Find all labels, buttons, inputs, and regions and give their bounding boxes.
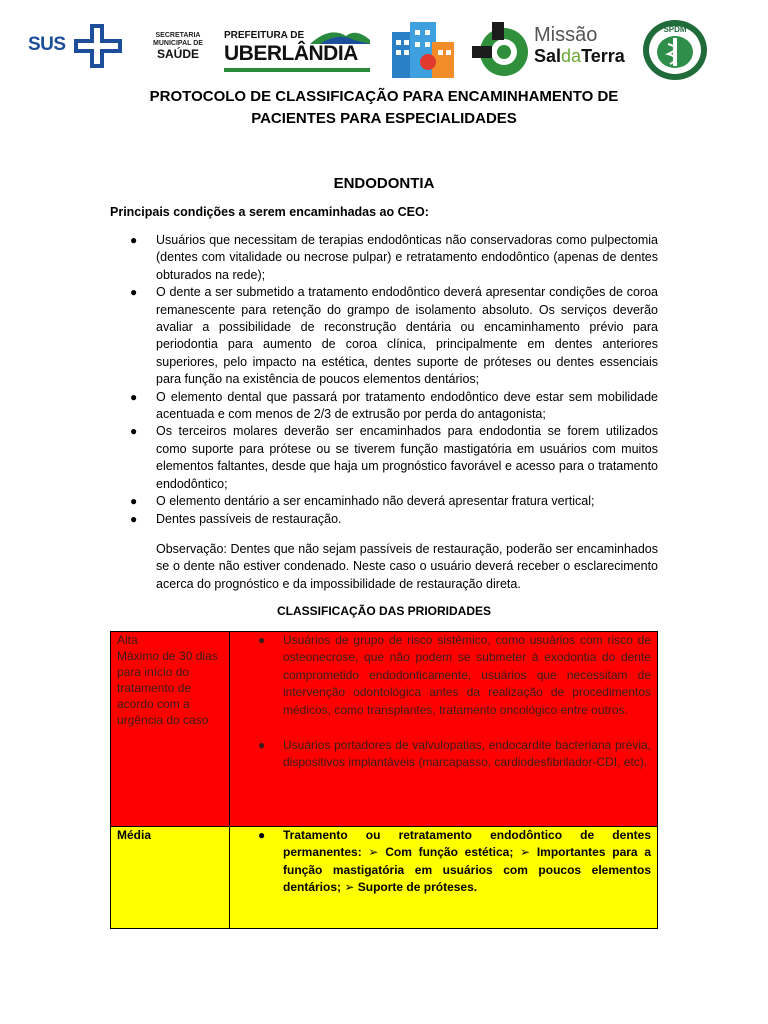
list-item xyxy=(110,423,658,493)
conditions-list xyxy=(110,232,658,528)
bullet-icon: ● xyxy=(258,828,266,842)
bullet-icon: ● xyxy=(130,494,138,509)
secretaria-line2: MUNICIPAL DE xyxy=(153,40,203,47)
sus-text: SUS xyxy=(28,34,66,55)
alta-item-text: Usuários portadores de valvulopatias, endocardite bacteriana prévia, dispositivos implantáveis (marcapasso, cardiodesfibrilador-CDI, etc). xyxy=(283,738,651,770)
spdm-seal-icon xyxy=(640,18,710,82)
alta-content-cell xyxy=(230,632,658,827)
missao-da: da xyxy=(561,46,582,66)
hills-icon xyxy=(310,24,370,44)
secretaria-saude-logo xyxy=(148,32,208,72)
prefeitura-logo xyxy=(224,24,376,74)
bullet-icon: ● xyxy=(130,511,138,526)
list-item xyxy=(238,827,651,897)
list-item xyxy=(238,632,651,719)
bullet-icon: ● xyxy=(258,738,266,753)
sus-logo xyxy=(28,22,128,70)
list-item-text: O elemento dental que passará por tratamento endodôntico deve estar sem mobilidade acentuada e com menos de 2/3 de extrusão por perda do antagonista; xyxy=(156,389,658,422)
alta-item-text: Usuários de grupo de risco sistêmico, como usuários com risco de osteonecrose, que não podem se submeter à exodontia do dente comprometido endodonticamente, usuários que necessitam de intervenção odontológica antes da realização de procedimentos médicos, como transplantes, tratamento oncológico entre outros. xyxy=(283,633,651,717)
list-item xyxy=(110,232,658,284)
list-item xyxy=(110,389,658,424)
svg-text:SPDM: SPDM xyxy=(663,25,687,34)
missao-sal-da-terra-logo xyxy=(534,24,634,74)
alta-detail: Máximo de 30 dias para início do tratamento de acordo com a urgência do caso xyxy=(117,649,218,727)
alta-label: Alta xyxy=(117,633,138,647)
priorities-table xyxy=(110,631,658,929)
list-item-text: O dente a ser submetido a tratamento endodôntico deverá apresentar condições de coroa remanescente para retenção do grampo de isolamento absoluto. Os serviços deverão avaliar a possibilidade de reconstrução dentária ou encaminhamento prévio para periodontia para aumento de coroa clínica, principalmente em dentes anteriores superiores, pelo impacto na estética, dentes suporte de próteses ou dentes essenciais para função na existência de poucos elementos dentários; xyxy=(156,285,658,387)
missao-sal: Sal xyxy=(534,46,562,66)
list-item-text: Os terceiros molares deverão ser encaminhados para endodontia se forem utilizados como suporte para prótese ou se tiverem função mastigatória em usuários com muitos elementos faltantes, desde que haja um prognóstico favorável e acesso para o tratamento endodôntico; xyxy=(156,424,658,491)
document-title xyxy=(100,86,668,130)
bullet-icon: ● xyxy=(130,285,138,300)
bullet-icon: ● xyxy=(258,633,266,647)
green-swirl-logo-icon xyxy=(472,20,532,80)
observation-text: Observação: Dentes que não sejam passíveis de restauração, poderão ser encaminhados se o dente não estiver condenado. Neste caso o usuário deverá receber o esclarecimento acerca do prognóstico e da impossibilidade de restauração direta. xyxy=(156,542,658,591)
section-subtitle: ENDODONTIA xyxy=(333,175,435,192)
priorities-title: CLASSIFICAÇÃO DAS PRIORIDADES xyxy=(276,604,491,618)
media-label: Média xyxy=(117,828,152,842)
intro-text: Principais condições a serem encaminhadas ao CEO: xyxy=(110,205,429,219)
building-logo-icon xyxy=(388,18,460,82)
media-item-text: Tratamento ou retratamento endodôntico de dentes permanentes: ➢ Com função estética; ➢ Importantes para a função mastigatória em usuários com poucos elementos dentários; ➢ Suporte de próteses. xyxy=(283,828,651,895)
secretaria-line1: SECRETARIA xyxy=(155,32,201,39)
missao-line2 xyxy=(534,46,634,66)
list-item xyxy=(110,284,658,388)
table-row-media xyxy=(111,827,658,929)
prefeitura-line2: UBERLÂNDIA xyxy=(224,42,358,65)
header-logos xyxy=(28,18,718,82)
list-item-text: Usuários que necessitam de terapias endodônticas não conservadoras como pulpectomia (dentes com vitalidade ou necrose pulpar) e retratamento endodôntico (apenas de dentes obturados na rede); xyxy=(156,233,658,282)
bullet-icon: ● xyxy=(130,424,138,439)
table-row-alta xyxy=(111,632,658,827)
secretaria-line3: SAÚDE xyxy=(156,47,199,61)
alta-label-cell xyxy=(111,632,230,827)
prefeitura-strip xyxy=(224,68,370,72)
missao-line1: Missão xyxy=(534,24,598,46)
bullet-icon: ● xyxy=(130,389,138,404)
missao-terra: Terra xyxy=(581,46,625,66)
sus-cross-icon xyxy=(70,22,126,70)
list-item-text: O elemento dentário a ser encaminhado não deverá apresentar fratura vertical; xyxy=(156,494,595,509)
title-line1: PROTOCOLO DE CLASSIFICAÇÃO PARA ENCAMINHAMENTO DE xyxy=(149,88,619,105)
media-content-cell xyxy=(230,827,658,929)
list-item xyxy=(238,737,651,772)
list-item xyxy=(110,493,658,510)
title-line2: PACIENTES PARA ESPECIALIDADES xyxy=(251,110,517,127)
bullet-icon: ● xyxy=(130,233,138,247)
list-item xyxy=(110,511,658,528)
prefeitura-line1: PREFEITURA DE xyxy=(224,30,305,41)
list-item-text: Dentes passíveis de restauração. xyxy=(156,511,342,526)
media-label-cell xyxy=(111,827,230,929)
